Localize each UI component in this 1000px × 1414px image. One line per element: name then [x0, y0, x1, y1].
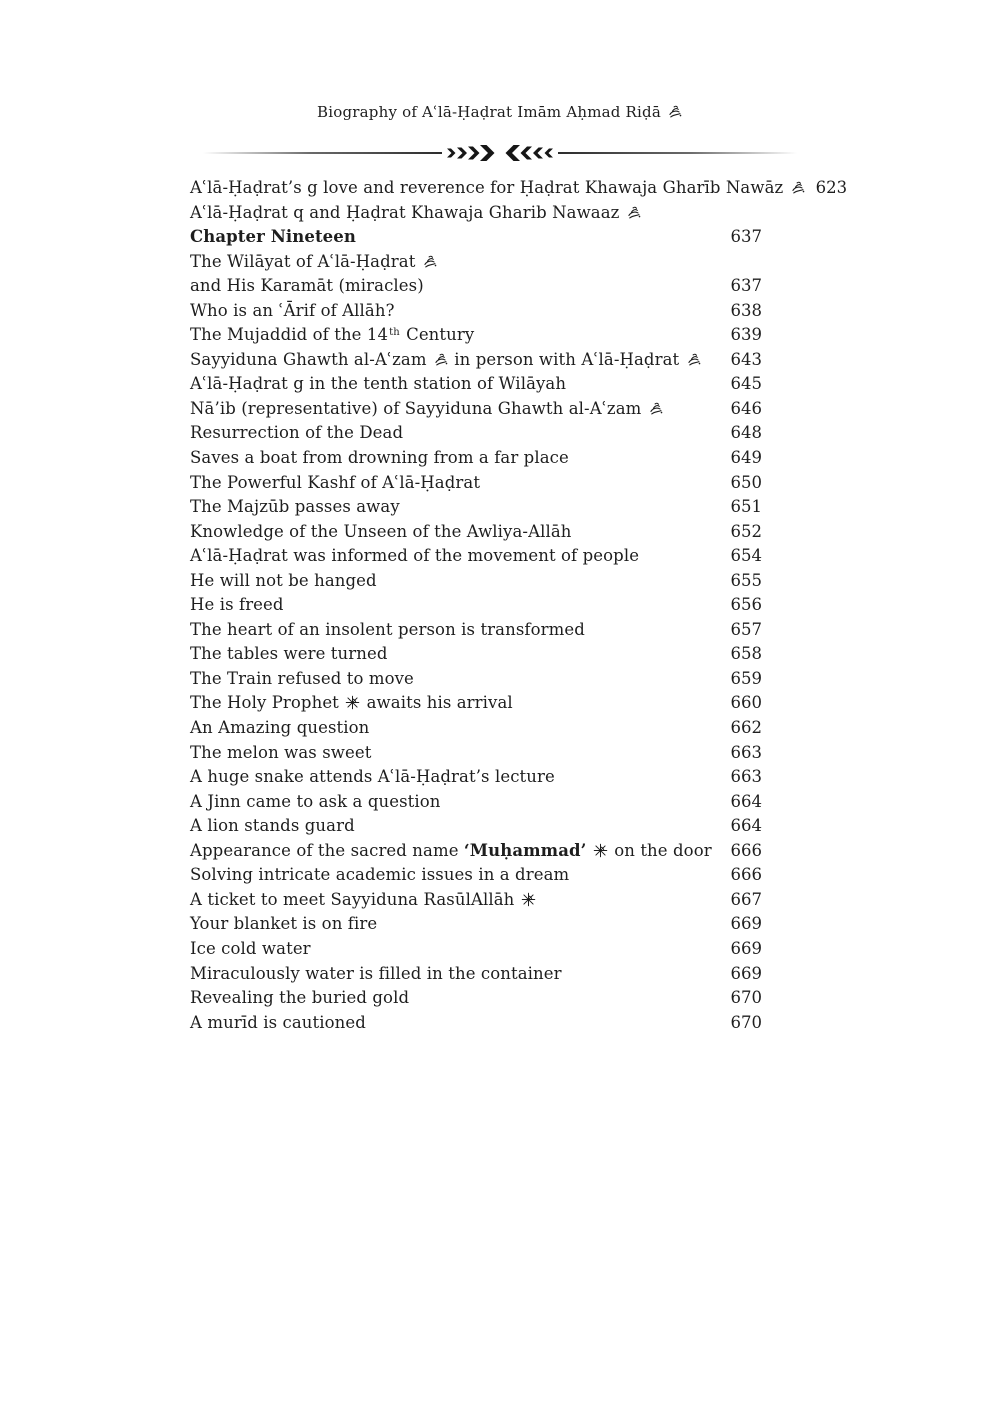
toc-entry-title: The Holy Prophet awaits his arrival	[190, 693, 513, 713]
toc-entry-page-number: 664	[730, 816, 762, 836]
toc-entry-title: Aʿlā-Ḥaḍrat was informed of the movement of people	[190, 546, 640, 566]
toc-entry-page-number: 655	[730, 570, 762, 590]
table-of-contents	[190, 176, 848, 1035]
toc-row	[190, 421, 762, 446]
toc-entry-title: A huge snake attends Aʿlā-Ḥaḍrat’s lecture	[190, 767, 555, 787]
toc-entry-page-number: 649	[730, 448, 762, 468]
toc-row	[190, 348, 762, 373]
toc-row	[190, 250, 762, 275]
toc-entry-page-number: 660	[730, 693, 762, 713]
toc-row	[190, 225, 762, 250]
toc-row	[190, 716, 762, 741]
toc-entry-page-number: 669	[730, 963, 762, 983]
toc-entry-page-number: 657	[730, 619, 762, 639]
toc-entry-title: Revealing the buried gold	[190, 988, 410, 1008]
toc-entry-title: Your blanket is on fire	[190, 914, 378, 934]
toc-entry-title: The Majzūb passes away	[190, 497, 400, 517]
toc-entry-page-number: 648	[730, 423, 762, 443]
toc-entry-page-number: 669	[730, 938, 762, 958]
toc-row	[190, 201, 762, 226]
toc-entry-title: Miraculously water is filled in the container	[190, 963, 562, 983]
divider-rule-right	[558, 152, 797, 154]
toc-entry-page-number: 663	[730, 742, 762, 762]
toc-row	[190, 642, 762, 667]
toc-entry-title: Resurrection of the Dead	[190, 423, 404, 443]
toc-row	[190, 397, 762, 422]
toc-entry-title: The heart of an insolent person is transformed	[190, 619, 585, 639]
toc-entry-page-number: 638	[730, 300, 762, 320]
ornamental-divider	[203, 145, 797, 161]
toc-entry-page-number: 654	[730, 546, 762, 566]
toc-entry-title: Chapter Nineteen	[190, 227, 356, 247]
divider-rule-left	[203, 152, 442, 154]
honorific-roundel-icon	[667, 104, 682, 119]
toc-entry-page-number: 667	[730, 889, 762, 909]
toc-row	[190, 863, 762, 888]
toc-row	[190, 372, 762, 397]
toc-row	[190, 323, 762, 348]
toc-entry-page-number: 659	[730, 668, 762, 688]
toc-entry-page-number: 623	[815, 178, 848, 197]
toc-entry-title: A ticket to meet Sayyiduna RasūlAllāh	[190, 888, 537, 913]
toc-entry-title: Aʿlā-Ḥaḍrat q and Ḥaḍrat Khawaja Gharib Nawaaz	[190, 201, 642, 226]
toc-row	[190, 937, 762, 962]
honorific-starburst-icon	[521, 892, 536, 907]
toc-row	[190, 593, 762, 618]
toc-row	[190, 618, 762, 643]
toc-entry-title: Appearance of the sacred name ‘Muḥammad’ on the door	[190, 840, 712, 860]
toc-row	[190, 912, 762, 937]
toc-entry-page-number: 639	[730, 325, 762, 345]
toc-row	[190, 888, 762, 913]
toc-entry-title: Who is an ʿĀrif of Allāh?	[190, 300, 395, 320]
toc-entry-page-number: 662	[730, 718, 762, 738]
running-header: Biography of Aʿlā-Ḥaḍrat Imām Aḥmad Riḍā	[0, 101, 1000, 123]
toc-row	[190, 274, 762, 299]
toc-entry-page-number: 645	[730, 374, 762, 394]
toc-entry-page-number: 652	[730, 521, 762, 541]
toc-entry-title: Knowledge of the Unseen of the Awliya-Allāh	[190, 521, 572, 541]
toc-entry-title: Ice cold water	[190, 938, 311, 958]
toc-row	[190, 790, 762, 815]
toc-entry-title: The Wilāyat of Aʿlā-Ḥaḍrat	[190, 250, 438, 275]
honorific-roundel-icon	[422, 254, 437, 269]
toc-row	[190, 544, 762, 569]
honorific-roundel-icon	[648, 401, 663, 416]
toc-entry-page-number: 643	[730, 349, 762, 369]
toc-row	[190, 986, 762, 1011]
toc-entry-title: He will not be hanged	[190, 570, 377, 590]
toc-row	[190, 569, 762, 594]
honorific-starburst-icon	[593, 843, 608, 858]
toc-entry-title: Solving intricate academic issues in a dream	[190, 865, 570, 885]
toc-row	[190, 299, 762, 324]
toc-entry-title: A Jinn came to ask a question	[190, 791, 441, 811]
toc-entry-title: The tables were turned	[190, 644, 388, 664]
toc-entry-title: Aʿlā-Ḥaḍrat g in the tenth station of Wilāyah	[190, 374, 567, 394]
honorific-roundel-icon	[686, 352, 701, 367]
toc-entry-page-number: 670	[730, 1012, 762, 1032]
toc-row	[190, 471, 762, 496]
honorific-roundel-icon	[626, 205, 641, 220]
toc-row	[190, 765, 762, 790]
toc-entry-title: and His Karamāt (miracles)	[190, 276, 424, 296]
toc-row	[190, 839, 762, 864]
toc-entry-page-number: 637	[730, 227, 762, 247]
toc-row	[190, 814, 762, 839]
toc-entry-page-number: 637	[730, 276, 762, 296]
toc-entry-title: A lion stands guard	[190, 816, 355, 836]
toc-entry-page-number: 651	[730, 497, 762, 517]
honorific-starburst-icon	[345, 695, 360, 710]
honorific-roundel-icon	[790, 180, 805, 195]
toc-entry-title: The melon was sweet	[190, 742, 372, 762]
toc-entry-title: The Mujaddid of the 14th Century	[190, 325, 475, 345]
toc-entry-title: An Amazing question	[190, 718, 370, 738]
toc-entry-page-number: 666	[730, 865, 762, 885]
toc-entry-title: The Train refused to move	[190, 668, 414, 688]
toc-entry-page-number: 646	[730, 398, 762, 418]
toc-entry-title: Nā’ib (representative) of Sayyiduna Ghawth al-Aʿzam	[190, 397, 664, 422]
toc-entry-page-number: 658	[730, 644, 762, 664]
toc-row	[190, 176, 848, 201]
toc-row	[190, 691, 762, 716]
toc-entry-page-number: 669	[730, 914, 762, 934]
toc-row	[190, 1011, 762, 1036]
toc-entry-title: Saves a boat from drowning from a far place	[190, 448, 569, 468]
toc-row	[190, 446, 762, 471]
honorific-roundel-icon	[433, 352, 448, 367]
toc-row	[190, 520, 762, 545]
toc-entry-title: He is freed	[190, 595, 284, 615]
toc-entry-page-number: 650	[730, 472, 762, 492]
toc-entry-page-number: 666	[730, 840, 762, 860]
toc-row	[190, 495, 762, 520]
toc-entry-title: A murīd is cautioned	[190, 1012, 366, 1032]
toc-row	[190, 667, 762, 692]
toc-row	[190, 962, 762, 987]
toc-entry-page-number: 656	[730, 595, 762, 615]
toc-entry-title: Aʿlā-Ḥaḍrat’s g love and reverence for Ḥaḍrat Khawaja Gharīb Nawāz	[190, 176, 806, 201]
divider-ornament-icon	[445, 145, 555, 161]
toc-row	[190, 741, 762, 766]
toc-entry-title: Sayyiduna Ghawth al-Aʿzam in person with Aʿlā-Ḥaḍrat	[190, 348, 702, 373]
toc-entry-page-number: 670	[730, 988, 762, 1008]
toc-entry-page-number: 664	[730, 791, 762, 811]
toc-entry-page-number: 663	[730, 767, 762, 787]
toc-entry-title: The Powerful Kashf of Aʿlā-Ḥaḍrat	[190, 472, 481, 492]
